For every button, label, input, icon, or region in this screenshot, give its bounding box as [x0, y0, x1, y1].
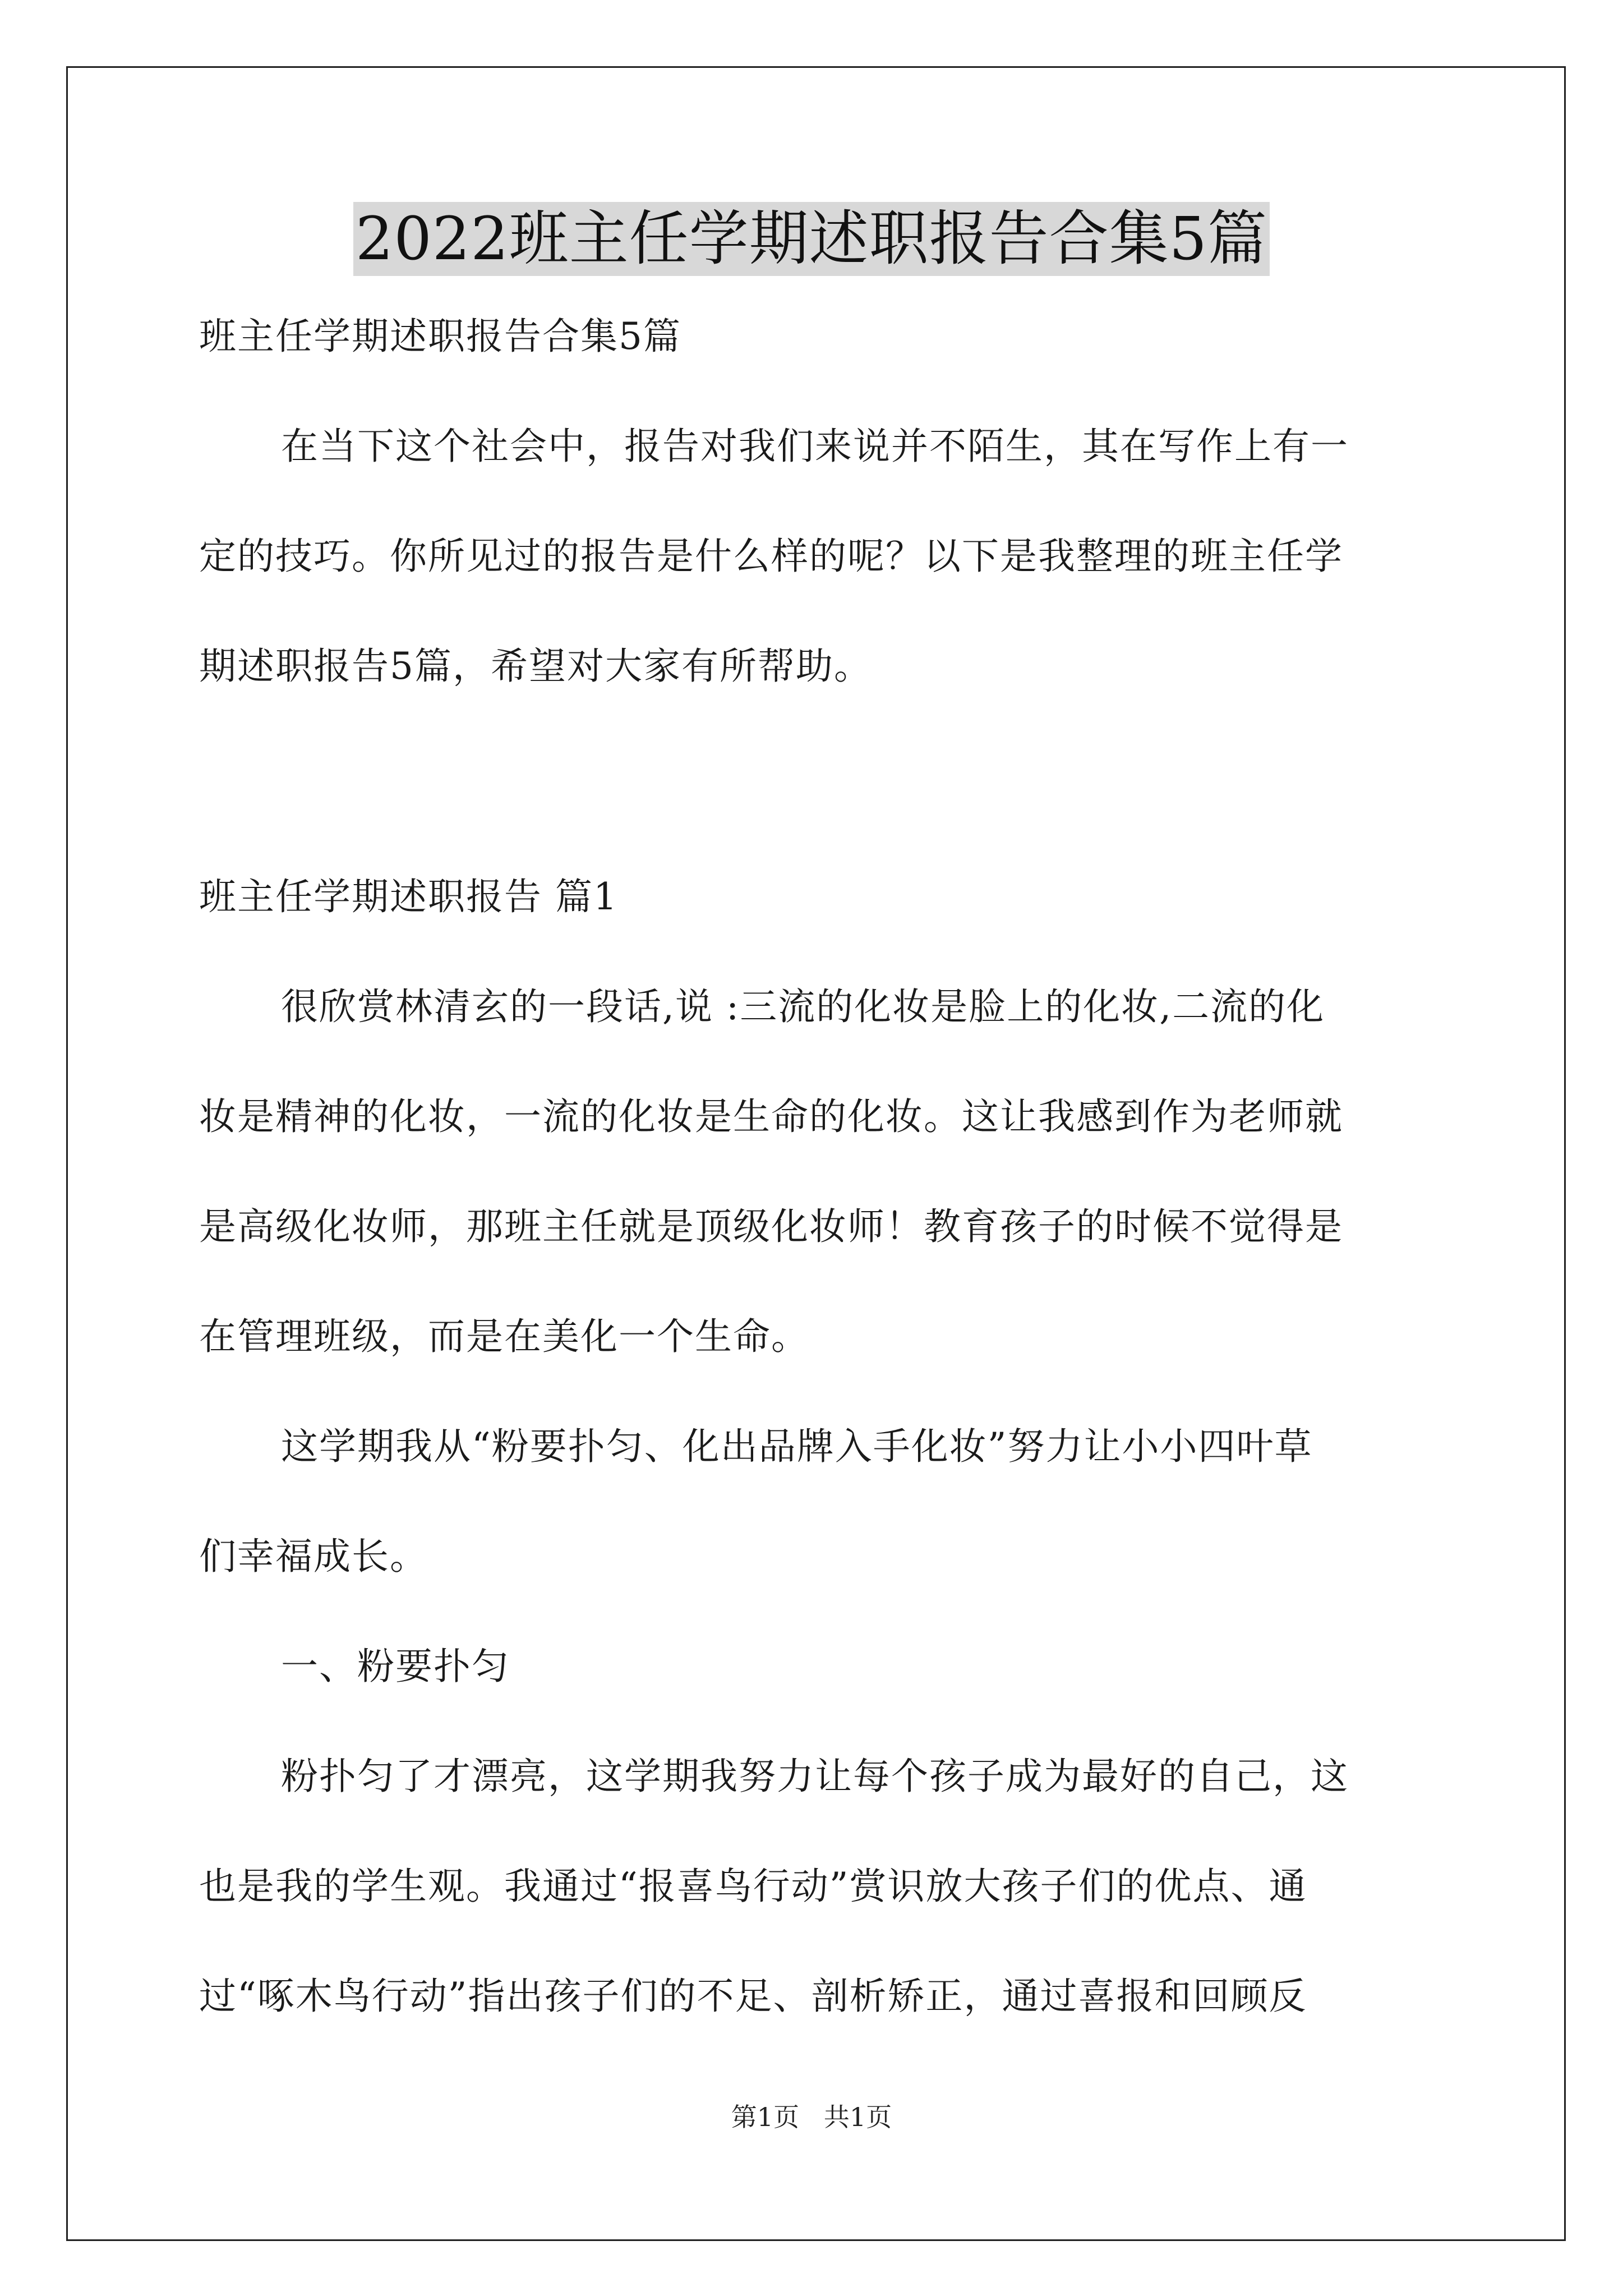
intro-line: 定的技巧。你所见过的报告是什么样的呢？以下是我整理的班主任学 — [199, 535, 1343, 578]
document-subtitle: 班主任学期述职报告合集5篇 — [199, 315, 681, 358]
document-title: 2022班主任学期述职报告合集5篇 — [353, 202, 1270, 276]
intro-line: 在当下这个社会中，报告对我们来说并不陌生，其在写作上有一 — [281, 425, 1349, 468]
paragraph-line: 这学期我从“粉要扑匀、化出品牌入手化妆”努力让小小四叶草 — [281, 1425, 1313, 1468]
document-body — [199, 314, 1433, 2053]
paragraph-line: 很欣赏林清玄的一段话,说 :三流的化妆是脸上的化妆,二流的化 — [281, 985, 1325, 1028]
paragraph-line: 过“啄木鸟行动”指出孩子们的不足、剖析矫正，通过喜报和回顾反 — [199, 1975, 1307, 2018]
paragraph-line: 粉扑匀了才漂亮，这学期我努力让每个孩子成为最好的自己，这 — [281, 1755, 1349, 1798]
section-heading: 班主任学期述职报告 篇1 — [199, 875, 618, 918]
section-subheading: 一、粉要扑匀 — [281, 1645, 510, 1688]
title-container — [0, 202, 1623, 276]
paragraph-line: 在管理班级，而是在美化一个生命。 — [199, 1315, 809, 1358]
paragraph-line: 妆是精神的化妆，一流的化妆是生命的化妆。这让我感到作为老师就 — [199, 1095, 1343, 1138]
page-footer: 第1页 共1页 — [731, 2102, 892, 2132]
intro-line: 期述职报告5篇，希望对大家有所帮助。 — [199, 645, 872, 688]
paragraph-line: 也是我的学生观。我通过“报喜鸟行动”赏识放大孩子们的优点、通 — [199, 1865, 1307, 1908]
paragraph-line: 们幸福成长。 — [199, 1535, 428, 1578]
paragraph-line: 是高级化妆师，那班主任就是顶级化妆师！教育孩子的时候不觉得是 — [199, 1205, 1343, 1248]
